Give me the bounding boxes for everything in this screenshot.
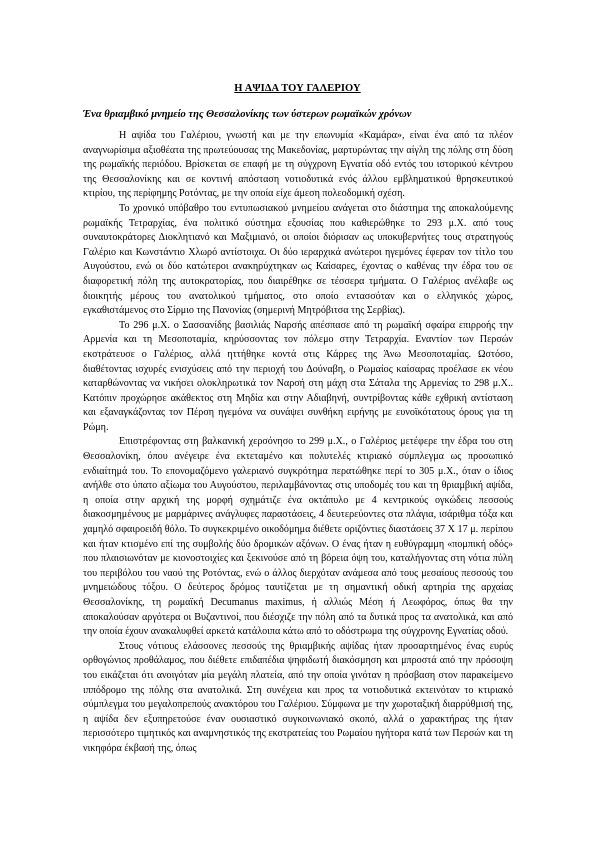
- paragraph: Το χρονικό υπόβαθρο του εντυπωσιακού μνημείου ανάγεται στο διάστημα της αποκαλούμενης ρωμαϊκής Τετραρχίας, ένα πολιτικό σύστημα εξουσίας που καθιερώθηκε το 293 μ.Χ. από τους συναυτοκράτορες Διοκλητιανό και Μαξιμιανό, οι οποίοι διόρισαν ως υποκυβερνήτες τους στρατηγούς Γαλέριο και Κωνστάντιο Χλωρό αντίστοιχα. Οι δύο ιεραρχικά ανώτεροι ηγεμόνες έφεραν τον τίτλο του Αυγούστου, ενώ οι δύο κατώτεροι ανακηρύχτηκαν ως Καίσαρες, έχοντας ο καθένας την έδρα του σε διαφορετική πόλη της αυτοκρατορίας, που διαιρέθηκε σε τέσσερα τμήματα. Ο Γαλέριος ανέλαβε ως διοικητής μέρους του ανατολικού τμήματος, στο οποίο εντασσόταν και ο ελληνικός χώρος, εγκαθιστάμενος στο Σίρμιο της Πανονίας (σημερινή Μητρόβιτσα της Σερβίας).: [83, 202, 513, 317]
- document-title: Η ΑΨΙΔΑ ΤΟΥ ΓΑΛΕΡΙΟΥ: [234, 83, 361, 94]
- document-subtitle: Ένα θριαμβικό μνημείο της Θεσσαλονίκης των ύστερων ρωμαϊκών χρόνων: [83, 109, 412, 120]
- paragraph: Η αψίδα του Γαλέριου, γνωστή και με την επωνυμία «Καμάρα», είναι ένα από τα πλέον αναγνωρίσιμα αξιοθέατα της πρωτεύουσας της Μακεδονίας, μαρτυρώντας την αίγλη της πόλης στη δύση της ρωμαϊκής περιόδου. Βρίσκεται σε επαφή με τη σύγχρονη Εγνατία οδό εντός του ιστορικού κέντρου της Θεσσαλονίκης και σε κοντινή απόσταση νοτιοδυτικά ενός άλλου εμβληματικού θρησκευτικού κτιρίου, της περίφημης Ροτόντας, με την οποία είχε άμεση πολεοδομική σχέση.: [83, 130, 513, 200]
- document-body: [83, 129, 513, 757]
- paragraph: Επιστρέφοντας στη βαλκανική χερσόνησο το 299 μ.Χ., ο Γαλέριος μετέφερε την έδρα του στη Θεσσαλονίκη, όπου ανέγειρε ένα εκτεταμένο και πολυτελές κτιριακό σύμπλεγμα ως προσωπικό ενδιαίτημά του. Το επονομαζόμενο γαλεριανό συγκρότημα περατώθηκε περί το 305 μ.Χ., όταν ο ίδιος ανήλθε στο ύπατο αξίωμα του Αυγούστου, περιλαμβάνοντας στις υποδομές του και τη θριαμβική αψίδα, η οποία στην αρχική της μορφή σχημάτιζε ένα οκτάπυλο με 4 κεντρικούς ογκώδεις πεσσούς διακοσμημένους με μαρμάρινες ανάγλυφες παραστάσεις, 4 δευτερεύοντες στα πλάγια, ισάριθμα τόξα και χαμηλό σφαιροειδή θόλο. Το συγκεκριμένο οικοδόμημα διέθετε οριζόντιες διαστάσεις 37 Χ 17 μ. περίπου και ήταν κτισμένο επί της συμβολής δύο δρομικών αξόνων. Ο ένας ήταν η ευθύγραμμη «πομπική οδός» που πλαισιωνόταν με κιονοστοιχίες και ξεκινούσε από τη βόρεια όψη του, καταλήγοντας στη νότια πύλη του περιβόλου του ναού της Ροτόντας, ενώ ο άλλος διερχόταν ανάμεσα από τους μεσαίους πεσσούς του μνημειώδους τόξου. Ο δεύτερος δρόμος ταυτίζεται με τη σημαντική οδική αρτηρία της αρχαίας Θεσσαλονίκης, τη ρωμαϊκή Decumanus maximus, ή αλλιώς Μέση ή Λεωφόρος, όπως θα την αποκαλούσαν αργότερα οι Βυζαντινοί, που διέσχιζε την πόλη από τα δυτικά προς τα ανατολικά, και από την οποία έχουν ανακαλυφθεί αρκετά κατάλοιπα κάτω από το οδόστρωμα της σύγχρονης Εγνατίας οδού.: [83, 436, 513, 638]
- paragraph: Το 296 μ.Χ. ο Σασσανίδης βασιλιάς Ναρσής απέσπασε από τη ρωμαϊκή σφαίρα επιρροής την Αρμενία και τη Μεσοποταμία, κηρύσσοντας τον πόλεμο στην Τετραρχία. Εναντίον των Περσών εκστράτευσε ο Γαλέριος, αλλά ηττήθηκε κοντά στις Κάρρες της Άνω Μεσοποταμίας. Ωστόσο, διαθέτοντας ισχυρές ενισχύσεις από την περιοχή του Δούναβη, ο Ρωμαίος καίσαρας προέλασε εκ νέου καταρθώνοντας να νικήσει ολοκληρωτικά τον Ναρσή στη μάχη στα Σάταλα της Αρμενίας το 298 μ.Χ.. Κατόπιν προχώρησε ακάθεκτος στη Μηδία και στην Αδιαβηνή, συντρίβοντας κάθε εχθρική αντίσταση και εξαναγκάζοντας τον Πέρση ηγεμόνα να συνάψει συνθήκη ειρήνης με ευνοϊκότατους όρους για τη Ρώμη.: [83, 319, 513, 433]
- paragraph: Στους νότιους ελάσσονες πεσσούς της θριαμβικής αψίδας ήταν προσαρτημένος ένας ευρύς ορθογώνιος προθάλαμος, που διέθετε επιδαπέδια ψηφιδωτή διακόσμηση και μπροστά από την πρόσοψη του εικάζεται ότι ανοιγόταν μία μεγάλη πλατεία, από την οποία γινόταν η πρόσβαση στον παρακείμενο ιππόδρομο της πόλης στα ανατολικά. Στη συνέχεια και προς τα νοτιοδυτικά εκτεινόταν το κτιριακό σύμπλεγμα του μεγαλοπρεπούς ανακτόρου του Γαλέριου. Σύμφωνα με την χωροταξική διαρρύθμισή της, η αψίδα δεν εξυπηρετούσε έναν ουσιαστικό συγκοινωνιακό σκοπό, αλλά ο χαρακτήρας της ήταν περισσότερο τιμητικός και αναμνηστικός της εκστρατείας του Ρωμαίου ηγήτορα κατά των Περσών και τη νικηφόρα έκβασή της, όπως: [83, 640, 513, 754]
